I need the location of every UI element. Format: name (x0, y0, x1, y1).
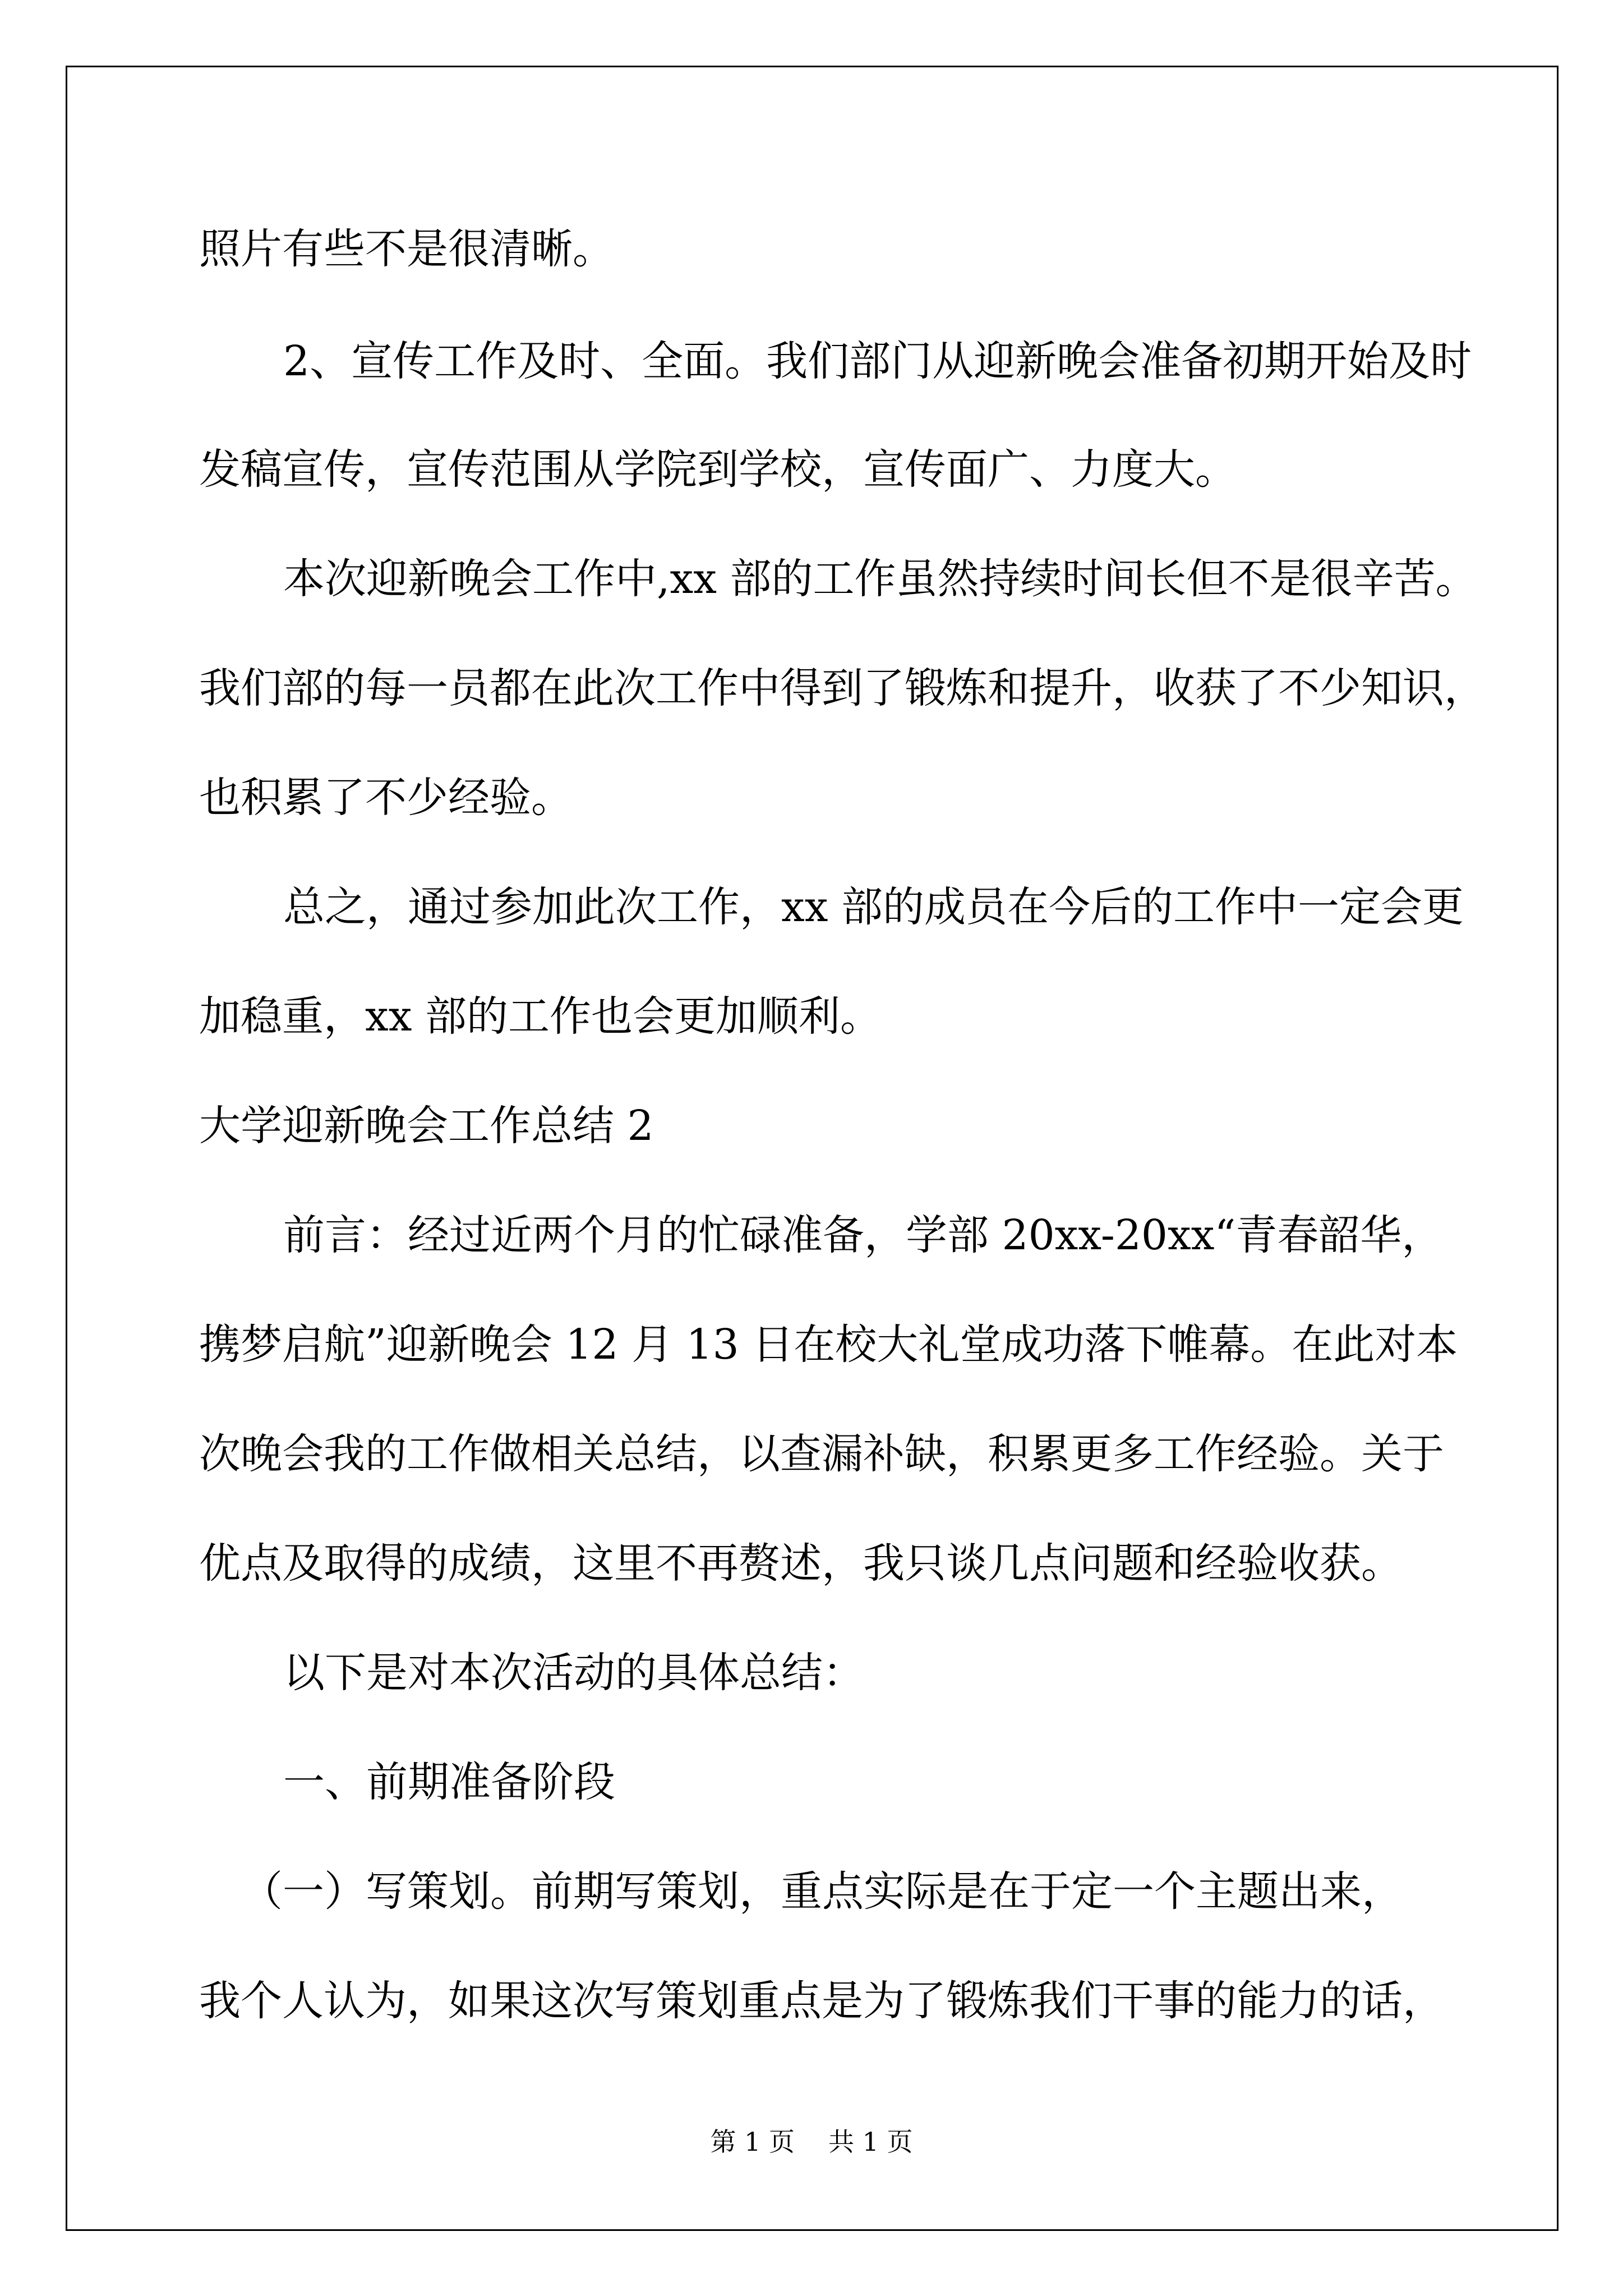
text-line-12: 次晚会我的工作做相关总结，以查漏补缺，积累更多工作经验。关于 (199, 1430, 1444, 1478)
text-line-5: 我们部的每一员都在此次工作中得到了锻炼和提升，收获了不少知识， (199, 664, 1486, 712)
text-line-1: 照片有些不是很清晰。 (199, 225, 614, 273)
page-total: 共 1 页 (828, 2127, 913, 2157)
text-line-13: 优点及取得的成绩，这里不再赘述，我只谈几点问题和经验收获。 (199, 1539, 1403, 1588)
subheading-preparation: 一、前期准备阶段 (283, 1758, 615, 1806)
text-line-14: 以下是对本次活动的具体总结： (283, 1649, 864, 1697)
page-footer (0, 2129, 1623, 2155)
text-line-16: （一）写策划。前期写策划，重点实际是在于定一个主题出来， (241, 1867, 1403, 1916)
section-heading: 大学迎新晚会工作总结 2 (199, 1102, 654, 1150)
page-number: 第 1 页 (710, 2127, 795, 2157)
text-line-17: 我个人认为，如果这次写策划重点是为了锻炼我们干事的能力的话， (199, 1977, 1444, 2025)
text-line-6: 也积累了不少经验。 (199, 774, 573, 822)
text-line-11: 携梦启航”迎新晚会 12 月 13 日在校大礼堂成功落下帷幕。在此对本 (199, 1320, 1458, 1369)
text-line-10: 前言：经过近两个月的忙碌准备，学部 20xx-20xx“青春韶华， (283, 1211, 1444, 1259)
text-line-3: 发稿宣传，宣传范围从学院到学校，宣传面广、力度大。 (199, 445, 1237, 494)
text-line-7: 总之，通过参加此次工作，xx 部的成员在今后的工作中一定会更 (283, 883, 1464, 931)
text-line-2: 2、宣传工作及时、全面。我们部门从迎新晚会准备初期开始及时 (283, 337, 1472, 385)
text-line-8: 加稳重，xx 部的工作也会更加顺利。 (199, 992, 882, 1041)
text-line-4: 本次迎新晚会工作中,xx 部的工作虽然持续时间长但不是很辛苦。 (283, 555, 1477, 603)
